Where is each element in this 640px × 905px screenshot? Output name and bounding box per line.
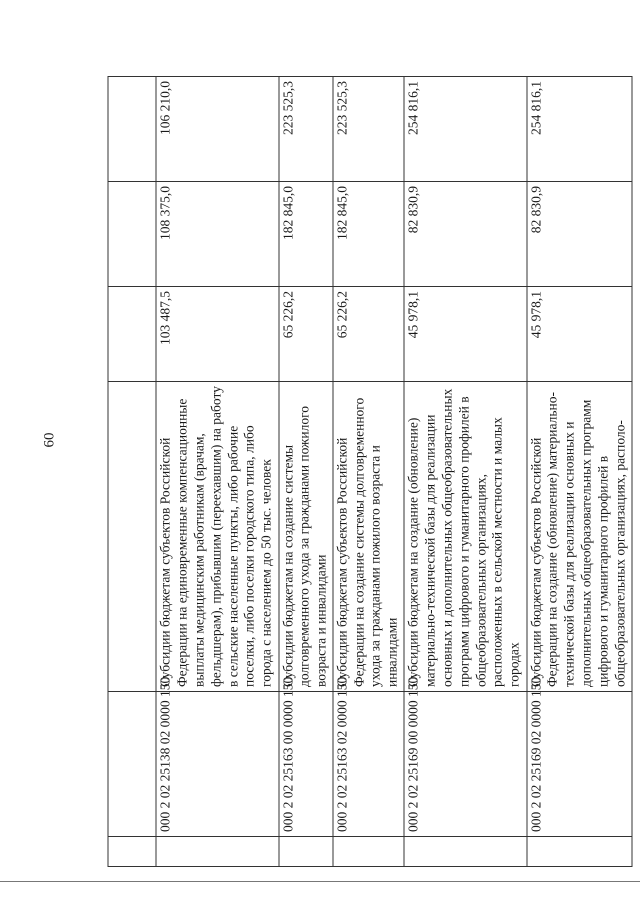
empty-cell <box>108 382 156 692</box>
amount-year-3: 106 210,0 <box>156 77 279 182</box>
amount-year-1: 65 226,2 <box>333 287 404 382</box>
amount-year-3: 223 525,3 <box>333 77 404 182</box>
amount-year-2: 182 845,0 <box>279 182 333 287</box>
empty-cell <box>108 287 156 382</box>
amount-year-1: 45 978,1 <box>527 287 632 382</box>
budget-code: 000 2 02 25169 02 0000 150 <box>527 692 632 837</box>
empty-cell <box>279 837 333 867</box>
amount-year-1: 45 978,1 <box>404 287 527 382</box>
table-row <box>527 77 632 867</box>
amount-year-3: 223 525,3 <box>279 77 333 182</box>
table-row-header <box>108 77 156 867</box>
empty-cell <box>527 837 632 867</box>
amount-year-1: 103 487,5 <box>156 287 279 382</box>
table-row <box>279 77 333 867</box>
budget-code: 000 2 02 25138 02 0000 150 <box>156 692 279 837</box>
amount-year-2: 82 830,9 <box>404 182 527 287</box>
scan-edge-line <box>0 881 640 882</box>
budget-table <box>108 76 633 867</box>
description: Субсидии бюджетам субъектов Российской Федерации на создание (обновление) материально-технической базы для реализации основных и дополнительных общеобразовательных программ цифрового и гуманитарного профилей в общеобразовательных организациях, располо- <box>527 382 632 692</box>
empty-cell <box>108 692 156 837</box>
description: Субсидии бюджетам субъектов Российской Федерации на единовременные компенсационные выплаты медицинским работникам (врачам, фельдшерам), прибывшим (переехавшим) на работу в сельские населенные пункты, либо рабочие поселки, либо поселки городского типа, либо города с населением до 50 тыс. человек <box>156 382 279 692</box>
amount-year-2: 82 830,9 <box>527 182 632 287</box>
budget-code: 000 2 02 25163 00 0000 150 <box>279 692 333 837</box>
amount-year-3: 254 816,1 <box>527 77 632 182</box>
description: Субсидии бюджетам на создание (обновление) материально-технической базы для реализации основных и дополнительных общеобразовательных программ цифрового и гуманитарного профилей в общеобразовательных организациях, расположенных в сельской местности и малых городах <box>404 382 527 692</box>
empty-cell <box>156 837 279 867</box>
amount-year-2: 108 375,0 <box>156 182 279 287</box>
description: Субсидии бюджетам на создание системы долговременного ухода за гражданами пожилого возраста и инвалидами <box>279 382 333 692</box>
page-number: 60 <box>41 432 58 448</box>
empty-cell <box>404 837 527 867</box>
empty-cell <box>108 837 156 867</box>
table-row <box>404 77 527 867</box>
budget-code: 000 2 02 25169 00 0000 150 <box>404 692 527 837</box>
amount-year-2: 182 845,0 <box>333 182 404 287</box>
budget-code: 000 2 02 25163 02 0000 150 <box>333 692 404 837</box>
empty-cell <box>108 77 156 182</box>
amount-year-1: 65 226,2 <box>279 287 333 382</box>
table-row <box>156 77 279 867</box>
amount-year-3: 254 816,1 <box>404 77 527 182</box>
budget-table-container <box>108 77 633 867</box>
empty-cell <box>333 837 404 867</box>
empty-cell <box>108 182 156 287</box>
description: Субсидии бюджетам субъектов Российской Федерации на создание системы долговременного ухода за гражданами пожилого возраста и инвалидами <box>333 382 404 692</box>
table-row <box>333 77 404 867</box>
